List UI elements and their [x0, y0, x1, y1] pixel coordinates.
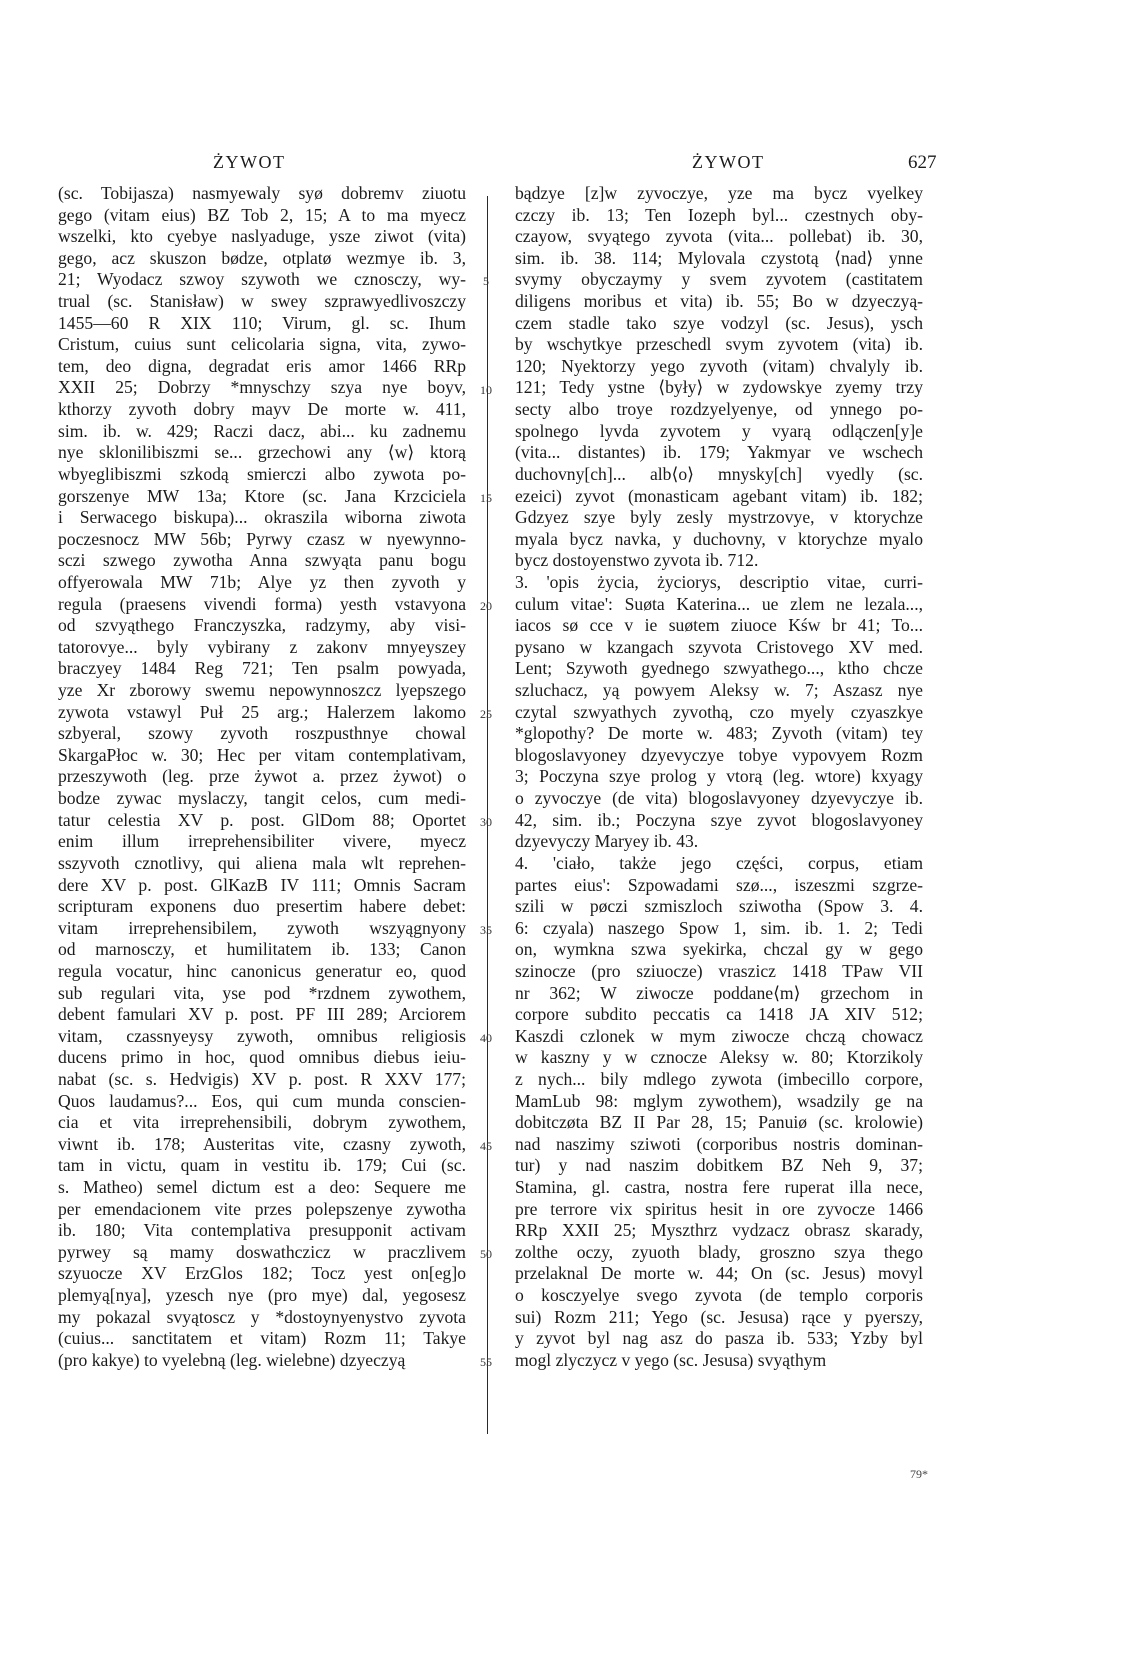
- text-line: (pro kakye) to vyelebną (leg. wielebne) dzyeczyą: [58, 1349, 406, 1370]
- text-line: culum vitae': Suøta Katerina... ue zlem ne lezala...,: [515, 593, 923, 614]
- text-line: Kaszdi czlonek w mym ziwocze chczą chowacz: [515, 1025, 923, 1046]
- text-line: czayow, svyątego zyvota (vita... pollebat) ib. 30,: [515, 226, 923, 247]
- text-line: (cuius... sanctitatem et vitam) Rozm 11; Takye: [58, 1328, 466, 1349]
- text-line: sczi szwego zywotha Anna szwyąta panu bogu: [58, 550, 466, 571]
- text-line: dzyevyczy Maryey ib. 43.: [515, 831, 699, 852]
- text-line: 3; Poczyna szye prolog y vtorą (leg. wtore) kxyagy: [515, 766, 923, 787]
- text-line: yze Xr zborowy swemu nepowynnoszcz lyepszego: [58, 680, 466, 701]
- text-line: nabat (sc. s. Hedvigis) XV p. post. R XXV 177;: [58, 1068, 466, 1089]
- text-line: braczyey 1484 Reg 721; Ten psalm powyada,: [58, 658, 466, 679]
- left-column: [58, 183, 466, 1372]
- text-line: ducens primo in hoc, quod omnibus diebus ieiu-: [58, 1047, 466, 1068]
- text-line: (vita... distantes) ib. 179; Yakmyar ve wschech: [515, 442, 923, 463]
- left-running-title: ŻYWOT: [213, 152, 286, 172]
- line-number: 45: [480, 1139, 492, 1154]
- text-line: RRp XXII 25; Myszthrz vydzacz obrasz skarady,: [515, 1220, 923, 1241]
- text-line: sim. ib. w. 429; Raczi dacz, abi... ku zadnemu: [58, 420, 466, 441]
- text-line: SkargaPłoc w. 30; Hec per vitam contemplativam,: [58, 744, 466, 765]
- text-line: gorszenye MW 13a; Ktore (sc. Jana Krzciciela: [58, 485, 466, 506]
- text-line: tatur celestia XV p. post. GlDom 88; Oportet: [58, 809, 466, 830]
- text-line: zolthe oczy, zyuoth blady, groszno szya thego: [515, 1241, 923, 1262]
- text-line: 121; Tedy ystne ⟨były⟩ w zydowskye zyemy trzy: [515, 377, 923, 398]
- line-number: 40: [480, 1031, 492, 1046]
- text-line: Lent; Szywoth gyednego szwyathego..., ktho chcze: [515, 658, 923, 679]
- text-line: przelaknal De morte w. 44; On (sc. Jesus) movyl: [515, 1263, 923, 1284]
- text-line: nye sklonilibiszmi se... grzechowi any ⟨w⟩ ktorą: [58, 442, 466, 463]
- text-line: pre terrore vix spiritus hesit in ore zyvocze 1466: [515, 1198, 923, 1219]
- text-line: 4. 'ciało, także jego części, corpus, etiam: [515, 852, 923, 873]
- text-line: Gdzyez szye byly zesly mystrzovye, v ktorychze: [515, 507, 923, 528]
- line-number: 30: [480, 814, 492, 829]
- text-line: debent famulari XV p. post. PF III 289; Arciorem: [58, 1004, 466, 1025]
- text-line: duchovny[ch]... alb⟨o⟩ mnysky[ch] vyedly (sc.: [515, 463, 923, 484]
- text-line: tur) y nad naszim dobitkem BZ Neh 9, 37;: [515, 1155, 923, 1176]
- text-line: zywota vstawyl Puł 25 arg.; Halerzem lakomo: [58, 701, 466, 722]
- line-number: 25: [480, 706, 492, 721]
- text-line: wszelki, kto cyebye naslyaduge, ysze ziwot (vita): [58, 226, 466, 247]
- text-line: bodze zywac myslaczy, tangit celos, cum medi-: [58, 788, 466, 809]
- text-line: by wschytkye przeschedl svym zyvotem (vita) ib.: [515, 334, 923, 355]
- text-line: regula (praesens vivendi forma) yesth vstavyona: [58, 593, 466, 614]
- text-line: trual (sc. Stanisław) w swey szprawyedlivoszczy: [58, 291, 466, 312]
- right-running-title: ŻYWOT: [692, 152, 765, 172]
- line-number: 15: [480, 490, 492, 505]
- text-line: cia et vita irreprehensibili, dobrym zywothem,: [58, 1112, 466, 1133]
- line-number: 20: [480, 598, 492, 613]
- text-line: 42, sim. ib.; Poczyna szye zyvot blogoslavyoney: [515, 809, 923, 830]
- text-line: sui) Rozm 211; Yego (sc. Jesusa) rące y pyerszy,: [515, 1306, 923, 1327]
- text-line: czem stadle tako szye vodzyl (sc. Jesus), ysch: [515, 312, 923, 333]
- signature-mark: 79*: [910, 1467, 928, 1481]
- text-line: *glopothy? De morte w. 483; Zyvoth (vitam) tey: [515, 723, 923, 744]
- text-line: diligens moribus et vita) ib. 55; Bo w dzyeczyą-: [515, 291, 923, 312]
- text-line: vitam irreprehensibilem, zywoth wszyągnyony: [58, 917, 466, 938]
- text-line: blogoslavyoney dzyevyczye tobye vypovyem Rozm: [515, 744, 923, 765]
- text-line: svymy obyczaymy y svem zyvotem (castitatem: [515, 269, 923, 290]
- text-line: 3. 'opis życia, życiorys, descriptio vitae, curri-: [515, 571, 923, 592]
- text-line: pyrwey są mamy doswathczicz w praczlivem: [58, 1241, 466, 1262]
- text-line: vitam, czassnyeysy zywoth, omnibus religiosis: [58, 1025, 466, 1046]
- text-line: ib. 180; Vita contemplativa presupponit activam: [58, 1220, 466, 1241]
- text-line: czczy ib. 13; Ten Iozeph byl... czestnych oby-: [515, 204, 923, 225]
- text-line: tam in victu, quam in vestitu ib. 179; Cui (sc.: [58, 1155, 466, 1176]
- line-number: 35: [480, 923, 492, 938]
- right-column: [515, 183, 923, 1372]
- line-number: 55: [480, 1355, 492, 1370]
- text-line: w kaszny y w cznocze Aleksy w. 80; Ktorzikoly: [515, 1047, 923, 1068]
- text-line: MamLub 98: mglym zywothem), wsadzily ge na: [515, 1090, 923, 1111]
- text-line: enim illum irreprehensibiliter vivere, myecz: [58, 831, 466, 852]
- text-line: per emendacionem vite przes polepszenye zywotha: [58, 1198, 466, 1219]
- text-line: o kosczyelye svego zyvota (de templo corporis: [515, 1285, 923, 1306]
- text-line: plemyą[nya], yzesch nye (pro mye) dal, yegosesz: [58, 1285, 466, 1306]
- text-line: ezeici) zyvot (monasticam agebant vitam) ib. 182;: [515, 485, 923, 506]
- text-line: poczesnocz MW 56b; Pyrwy czasz w nyewynno-: [58, 528, 466, 549]
- text-line: dobitczøta BZ II Par 28, 15; Panuiø (sc. krolowie): [515, 1112, 923, 1133]
- text-line: 6: czyala) naszego Spow 1, sim. ib. 1. 2; Tedi: [515, 917, 923, 938]
- text-line: dere XV p. post. GlKazB IV 111; Omnis Sacram: [58, 874, 466, 895]
- text-line: z nych... bily mdlego zywota (imbecillo corpore,: [515, 1068, 923, 1089]
- text-line: my pokazal svyątoscz y *dostoynyenystvo zyvota: [58, 1306, 466, 1327]
- text-line: scripturam exponens duo presertim habere debet:: [58, 896, 466, 917]
- text-line: sszyvoth cznotlivy, qui aliena mala wlt reprehen-: [58, 852, 466, 873]
- text-line: szili w pøczi szmiszloch sziwotha (Spow 3. 4.: [515, 896, 923, 917]
- text-line: o zyvoczye (de vita) blogoslavyoney dzyevyczye ib.: [515, 788, 923, 809]
- text-line: XXII 25; Dobrzy *mnyschzy szya nye boyv,: [58, 377, 466, 398]
- text-line: viwnt ib. 178; Austeritas vite, czasny zywoth,: [58, 1133, 466, 1154]
- text-line: bycz dostoyenstwo zyvota ib. 712.: [515, 550, 759, 571]
- text-line: on, wymkna szwa syekirka, chczal gy w gego: [515, 939, 923, 960]
- text-line: Cristum, cuius sunt celicolaria signa, vita, zywo-: [58, 334, 466, 355]
- line-number: 50: [480, 1247, 492, 1262]
- text-line: mogl zlyczycz v yego (sc. Jesusa) svyąthym: [515, 1349, 827, 1370]
- page-number: 627: [908, 152, 937, 173]
- text-line: przeszywoth (leg. prze żywot a. przez żywot) o: [58, 766, 466, 787]
- text-line: kthorzy zyvoth dobry mayv De morte w. 411,: [58, 399, 466, 420]
- text-line: tatorovye... byly vybirany z zakonv mnyeyszey: [58, 636, 466, 657]
- text-line: Quos laudamus?... Eos, qui cum munda conscien-: [58, 1090, 466, 1111]
- text-line: partes eius': Szpowadami szø..., iszeszmi szgrze-: [515, 874, 923, 895]
- text-line: nad naszimy sziwoti (corporibus nostris dominan-: [515, 1133, 923, 1154]
- text-line: szyuocze XV ErzGlos 182; Tocz yest on[eg]o: [58, 1263, 466, 1284]
- text-line: i Serwacego biskupa)... okraszila wiborna ziwota: [58, 507, 466, 528]
- text-line: czytal szwyathych zyvothą, czo myely czyaszkye: [515, 701, 923, 722]
- text-line: nr 362; W ziwocze poddane⟨m⟩ grzechom in: [515, 982, 923, 1003]
- text-line: gego, acz skuszon bødze, otplatø wezmye ib. 3,: [58, 247, 466, 268]
- text-line: 21; Wyodacz szwoy szywoth we cznosczy, wy-: [58, 269, 466, 290]
- text-line: tem, deo digna, degradat eris amor 1466 RRp: [58, 355, 466, 376]
- text-line: szinocze (pro sziuocze) vraszicz 1418 TPaw VII: [515, 960, 923, 981]
- line-number: 10: [480, 382, 492, 397]
- line-number: 5: [483, 274, 489, 289]
- text-line: pysano w kzangach szyvota Cristovego XV med.: [515, 636, 923, 657]
- text-line: sub regulari vita, yse pod *rzdnem zywothem,: [58, 982, 466, 1003]
- text-line: 120; Nyektorzy yego zyvoth (vitam) chvalyly ib.: [515, 355, 923, 376]
- text-line: wbyeglibiszmi szkodą smierczi albo zywota po-: [58, 463, 466, 484]
- text-line: iacos sø cce v ie suøtem ziuoce Kśw br 41; To...: [515, 615, 923, 636]
- text-line: od szvyąthego Franczyszka, radzymy, aby visi-: [58, 615, 466, 636]
- text-line: regula vocatur, hinc canonicus generatur eo, quod: [58, 960, 466, 981]
- text-line: szluchacz, yą powyem Aleksy w. 7; Aszasz nye: [515, 680, 923, 701]
- text-line: secty albo troye rozdzyelyenye, od ynnego po-: [515, 399, 923, 420]
- text-line: bądzye [z]w zyvoczye, yze ma bycz vyelkey: [515, 183, 923, 203]
- text-line: od marnosczy, et humilitatem ib. 133; Canon: [58, 939, 466, 960]
- text-line: s. Matheo) semel dictum est a deo: Sequere me: [58, 1177, 466, 1198]
- text-line: offyerowala MW 71b; Alye yz then zyvoth y: [58, 571, 466, 592]
- text-line: Stamina, gl. castra, nostra fere ruperat illa nece,: [515, 1177, 923, 1198]
- text-line: gego (vitam eius) BZ Tob 2, 15; A to ma myecz: [58, 204, 466, 225]
- text-line: y zyvot byl nag asz do pasza ib. 533; Yzby byl: [515, 1328, 923, 1349]
- text-line: spolnego lyvda zyvotem y vyarą odlączen[y]e: [515, 420, 923, 441]
- text-line: 1455—60 R XIX 110; Virum, gl. sc. Ihum: [58, 312, 466, 333]
- text-line: corpore subdito peccatis ca 1418 JA XIV 512;: [515, 1004, 923, 1025]
- text-line: myala bycz navka, y duchovny, v ktorychze myalo: [515, 528, 923, 549]
- text-line: (sc. Tobijasza) nasmyewaly syø dobremv ziuotu: [58, 183, 466, 203]
- text-line: szbyeral, szowy zyvoth roszpusthnye chowal: [58, 723, 466, 744]
- text-line: sim. ib. 38. 114; Mylovala czystotą ⟨nad⟩ ynne: [515, 247, 923, 268]
